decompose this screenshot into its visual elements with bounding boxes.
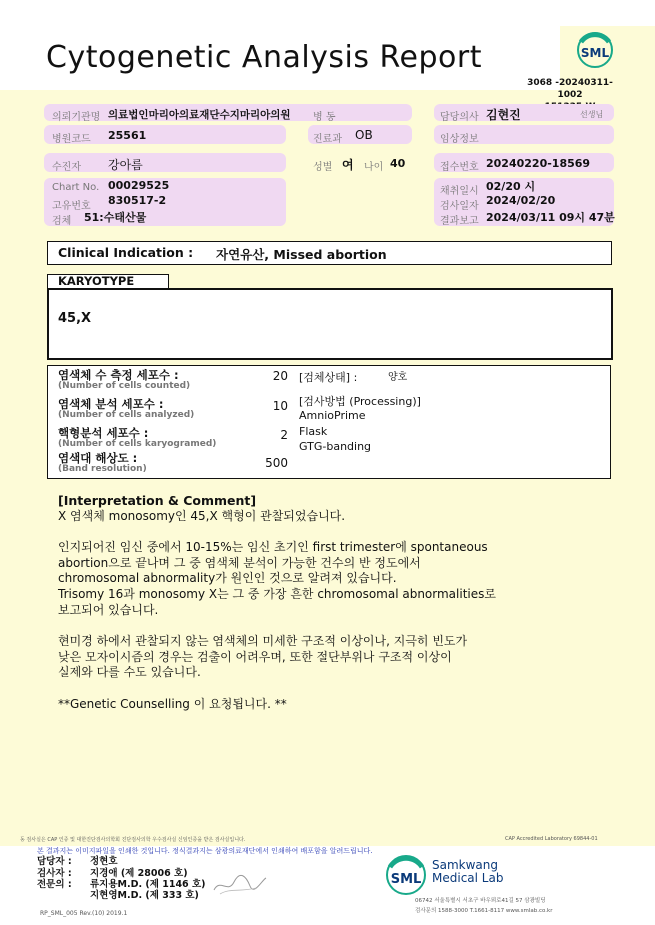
collect-value: 02/20 시 (486, 180, 536, 193)
form-code: RP_SML_005 Rev.(10) 2019.1 (40, 910, 128, 917)
sml-logo-icon (575, 30, 615, 70)
hospital-code-value: 25561 (108, 129, 147, 142)
lab-name-1: Samkwang (432, 858, 498, 872)
method-label: [검사방법 (Processing)] (299, 395, 421, 408)
doc-id-line1: 3068 -20240311-1002 (527, 78, 613, 100)
age-value: 40 (390, 157, 406, 170)
band-resolution-value: 500 (265, 456, 288, 470)
comment-p2-line1: 인지되어진 임신 중에서 10-15%는 임신 초기인 first trimester에 spontaneous (58, 540, 488, 555)
doctor-suffix: 선생님 (580, 110, 604, 119)
specialist-1: 류지용M.D. (제 1146 호) (90, 879, 206, 890)
cells-counted-en: (Number of cells counted) (58, 381, 191, 391)
unique-label: 고유번호 (52, 201, 91, 212)
lab-address: 06742 서울특별시 서초구 바우뫼로41길 57 삼광빌딩 (415, 898, 546, 904)
test-date-label: 검사일자 (440, 201, 479, 212)
sex-label: 성별 (313, 162, 333, 173)
ward-label: 병 동 (313, 112, 336, 123)
band-resolution-en: (Band resolution) (58, 464, 147, 474)
lab-logo-text: SML (390, 872, 422, 887)
test-date-value: 2024/02/20 (486, 194, 556, 207)
band-resolution-ko: 염색대 해상도 : (58, 451, 138, 465)
specialist-2: 지현영M.D. (제 333 호) (90, 890, 199, 901)
specimen-status-label: [검체상태] : (299, 371, 358, 384)
method-amnioprime: AmnioPrime (299, 409, 366, 422)
dept-label: 진료과 (313, 134, 342, 145)
charge-value: 정현호 (90, 856, 118, 867)
patient-value: 강아름 (108, 158, 143, 172)
doctor-label: 담당의사 (440, 112, 479, 123)
comment-p3-line2: 낮은 모자이시즘의 경우는 검출이 어려우며, 또한 절단부위나 구조적 이상이 (58, 649, 452, 664)
comment-p3-line3: 실제와 다를 수도 있습니다. (58, 665, 201, 680)
cells-karyogramed-ko: 핵형분석 세포수 : (58, 426, 149, 440)
patient-label: 수진자 (52, 162, 81, 173)
signature-icon (210, 868, 270, 898)
unique-value: 830517-2 (108, 194, 167, 207)
report-date-label: 결과보고 (440, 216, 479, 227)
clinical-info-label: 임상정보 (440, 134, 479, 145)
cells-analyzed-value: 10 (272, 399, 288, 413)
band-resolution-row (58, 453, 147, 475)
interpretation-comment (58, 493, 528, 713)
cells-analyzed-en: (Number of cells analyzed) (58, 410, 195, 420)
lab-name-2: Medical Lab (432, 871, 504, 885)
cells-karyogramed-en: (Number of cells karyogramed) (58, 439, 217, 449)
dept-value: OB (355, 128, 373, 142)
karyotype-value: 45,X (58, 311, 92, 326)
method-gtg-banding: GTG-banding (299, 440, 372, 453)
cells-karyogramed-row (58, 428, 216, 450)
cell-counts-box (47, 365, 611, 479)
cells-analyzed-ko: 염색체 분석 세포수 : (58, 397, 164, 411)
comment-p4: **Genetic Counselling 이 요청됩니다. ** (58, 696, 287, 711)
comment-p2-line4: Trisomy 16과 monosomy X는 그 중 가장 흔한 chromosomal abnormalities로 (58, 586, 496, 601)
charge-label: 담당자 : (37, 856, 72, 867)
receipt-label: 접수번호 (440, 162, 479, 173)
collect-label: 채취일시 (440, 186, 479, 197)
hospital-value: 의료법인마리아의료재단수지마리아의원 (108, 109, 291, 121)
karyotype-label: KARYOTYPE (58, 274, 135, 288)
report-date-value: 2024/03/11 09시 47분 (486, 211, 615, 224)
cap-note: CAP Accredited Laboratory 69844-01 (505, 836, 598, 842)
cells-karyogramed-value: 2 (280, 428, 288, 442)
print-notice: 본 결과지는 이미지파일을 인쇄한 것입니다. 정식결과지는 삼광의료재단에서 인쇄하여 배포함을 알려드립니다. (37, 847, 373, 855)
clinical-indication-box (47, 241, 612, 265)
lab-logo-icon (384, 853, 428, 897)
clinical-indication-label: Clinical Indication : (58, 245, 194, 260)
specimen-status-value: 양호 (388, 372, 408, 383)
cells-counted-value: 20 (272, 369, 288, 383)
cells-counted-row (58, 370, 190, 392)
cells-analyzed-row (58, 399, 194, 421)
chart-value: 00029525 (108, 179, 170, 192)
cells-counted-ko: 염색체 수 측정 세포수 : (58, 368, 179, 382)
receipt-value: 20240220-18569 (486, 157, 591, 170)
accreditation-note: 동 검사실은 CAP 인증 및 대한진단검사의학회 진단검사의학 우수검사실 신임인증을 받은 검사실입니다. (20, 837, 246, 843)
comment-heading: [Interpretation & Comment] (58, 493, 257, 508)
comment-p3-line1: 현미경 하에서 관찰되지 않는 염색체의 미세한 구조적 이상이나, 지극히 빈도가 (58, 634, 468, 649)
chart-label: Chart No. (52, 182, 100, 193)
lab-contact: 검사문의 1588-3000 T.1661-8117 www.smlab.co.kr (415, 908, 553, 914)
specimen-label: 검체 (52, 216, 72, 227)
clinical-indication-value: 자연유산, Missed abortion (216, 247, 387, 262)
age-label: 나이 (364, 162, 384, 173)
method-flask: Flask (299, 425, 328, 438)
tester-value: 지경애 (제 28006 호) (90, 868, 188, 879)
tester-label: 검사자 : (37, 868, 72, 879)
lab-name (432, 859, 503, 885)
comment-p2-line2: abortion으로 끝나며 그 중 염색체 분석이 가능한 건수의 반 정도에서 (58, 555, 421, 570)
sex-value: 여 (342, 158, 354, 172)
comment-p1: X 염색체 monosomy인 45,X 핵형이 관찰되었습니다. (58, 508, 346, 523)
hospital-label: 의뢰기관명 (52, 112, 101, 123)
comment-p2-line3: chromosomal abnormality가 원인인 것으로 알려져 있습니다. (58, 571, 397, 586)
doctor-value: 김현진 (486, 108, 521, 122)
specialist-label: 전문의 : (37, 879, 72, 890)
karyotype-box (47, 288, 613, 360)
comment-p2-line5: 보고되어 있습니다. (58, 602, 159, 617)
karyotype-tab (47, 274, 169, 289)
report-title: Cytogenetic Analysis Report (46, 40, 483, 75)
hospital-code-label: 병원코드 (52, 134, 91, 145)
specimen-value: 51:수태산물 (84, 211, 147, 224)
logo-text: SML (580, 46, 610, 60)
